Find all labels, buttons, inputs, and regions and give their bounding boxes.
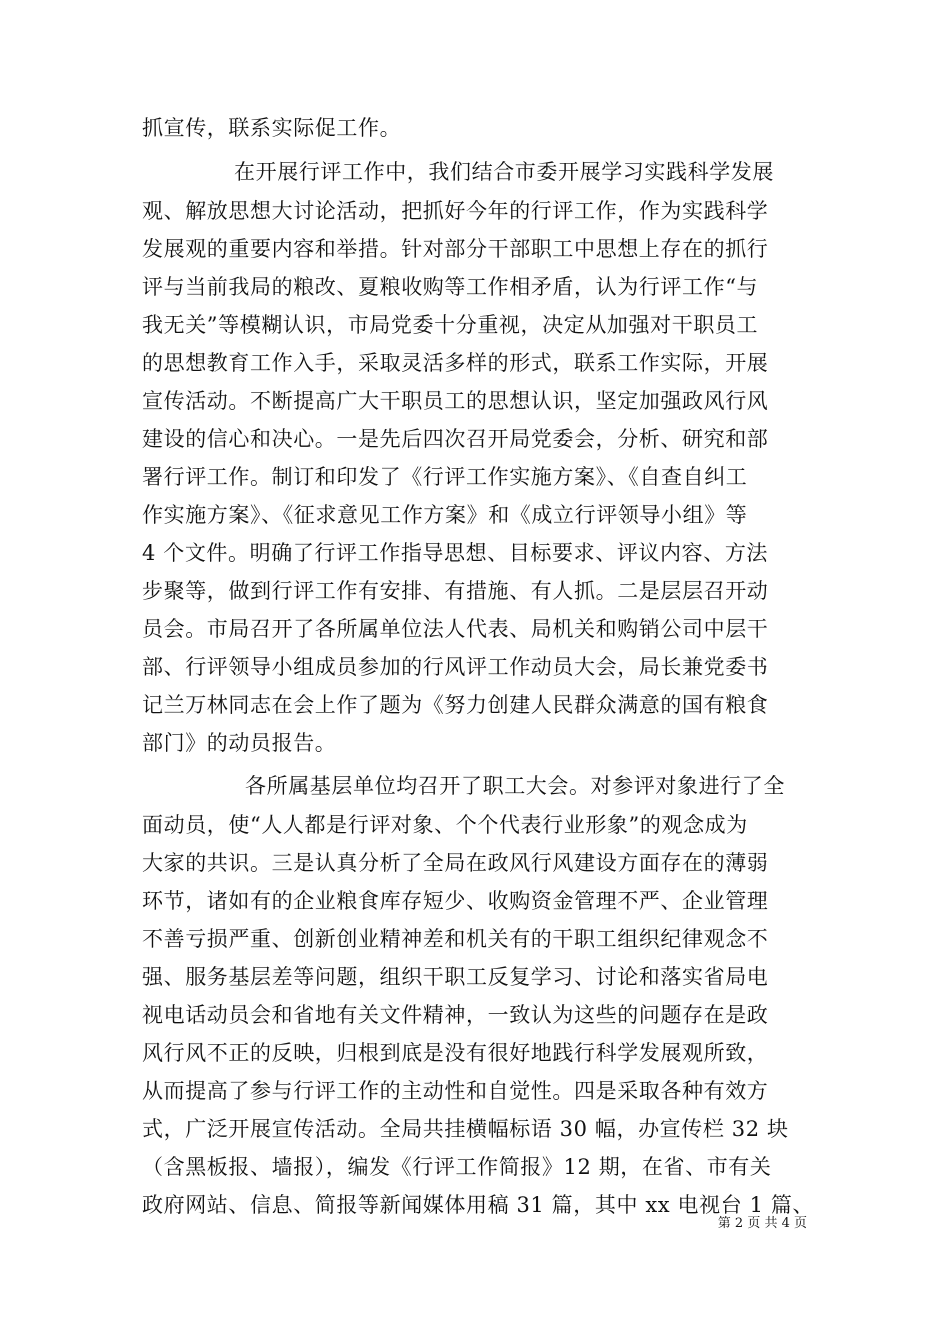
text-line: 不善亏损严重、创新创业精神差和机关有的干职工组织纪律观念不 <box>142 927 769 951</box>
text-line: 从而提高了参与行评工作的主动性和自觉性。四是采取各种有效方 <box>142 1079 769 1103</box>
text-line: 署行评工作。制订和印发了《行评工作实施方案》、《自查自纠工 <box>142 465 748 489</box>
text-line: 4 个文件。明确了行评工作指导思想、目标要求、评议内容、方法 <box>142 541 769 565</box>
text-line: 强、服务基层差等问题，组织干职工反复学习、讨论和落实省局电 <box>142 965 769 989</box>
text-line: 面动员，使“人人都是行评对象、个个代表行业形象”的观念成为 <box>142 813 748 837</box>
text-line: 建设的信心和决心。一是先后四次召开局党委会，分析、研究和部 <box>142 427 769 451</box>
text-line: 大家的共识。三是认真分析了全局在政风行风建设方面存在的薄弱 <box>142 851 769 875</box>
text-line: 风行风不正的反映，归根到底是没有很好地践行科学发展观所致， <box>142 1041 769 1065</box>
text-line: 部门》的动员报告。 <box>142 731 337 755</box>
text-line: 步聚等，做到行评工作有安排、有措施、有人抓。二是层层召开动 <box>142 579 769 603</box>
text-line: 抓宣传，联系实际促工作。 <box>142 116 402 140</box>
paragraph-start-line: 各所属基层单位均召开了职工大会。对参评对象进行了全 <box>245 774 785 798</box>
text-line: 政府网站、信息、简报等新闻媒体用稿 31 篇，其中 xx 电视台 1 篇、 <box>142 1193 815 1217</box>
text-line: 发展观的重要内容和举措。针对部分干部职工中思想上存在的抓行 <box>142 237 769 261</box>
text-line: （含黑板报、墙报），编发《行评工作简报》12 期，在省、市有关 <box>142 1155 772 1179</box>
text-line: 的思想教育工作入手，采取灵活多样的形式，联系工作实际，开展 <box>142 351 769 375</box>
text-line: 评与当前我局的粮改、夏粮收购等工作相矛盾，认为行评工作“与 <box>142 275 759 299</box>
text-line: 部、行评领导小组成员参加的行风评工作动员大会，局长兼党委书 <box>142 655 769 679</box>
text-line: 记兰万林同志在会上作了题为《努力创建人民群众满意的国有粮食 <box>142 693 769 717</box>
text-line: 式，广泛开展宣传活动。全局共挂横幅标语 30 幅，办宣传栏 32 块 <box>142 1117 789 1141</box>
text-line: 我无关”等模糊认识，市局党委十分重视，决定从加强对干职员工 <box>142 313 759 337</box>
text-line: 员会。市局召开了各所属单位法人代表、局机关和购销公司中层干 <box>142 617 769 641</box>
text-line: 环节，诸如有的企业粮食库存短少、收购资金管理不严、企业管理 <box>142 889 769 913</box>
paragraph-start-line: 在开展行评工作中，我们结合市委开展学习实践科学发展 <box>234 160 774 184</box>
page-number-footer: 第 2 页 共 4 页 <box>717 1216 807 1231</box>
text-line: 视电话动员会和省地有关文件精神，一致认为这些的问题存在是政 <box>142 1003 769 1027</box>
text-line: 宣传活动。不断提高广大干职员工的思想认识，坚定加强政风行风 <box>142 389 769 413</box>
text-line: 作实施方案》、《征求意见工作方案》和《成立行评领导小组》等 <box>142 503 748 527</box>
text-line: 观、解放思想大讨论活动，把抓好今年的行评工作，作为实践科学 <box>142 199 769 223</box>
